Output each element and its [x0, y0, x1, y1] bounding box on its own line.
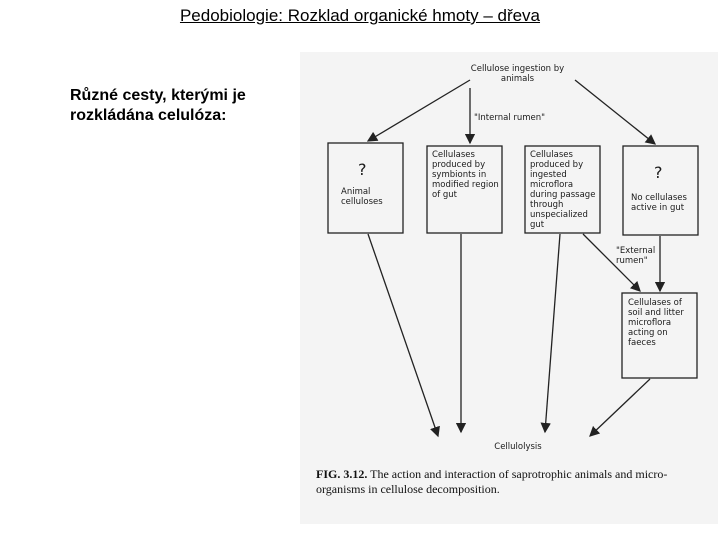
bottom-node-label: Cellulolysis	[494, 442, 542, 452]
box-no-cellulases-question-mark: ?	[654, 163, 663, 182]
caption-fig-number: FIG. 3.12.	[316, 467, 368, 481]
arrow-soil-to-cellulolysis	[590, 379, 650, 436]
box-soil-text: Cellulases of soil and litter microflora acting on faeces	[628, 298, 684, 348]
slide-title: Pedobiologie: Rozklad organické hmoty – dřeva	[179, 6, 541, 25]
figure-caption	[316, 467, 716, 497]
arrow-ingested-to-cellulolysis	[545, 234, 560, 432]
arrow-top-to-animal	[368, 80, 470, 141]
arrow-top-to-no-cellulases	[575, 80, 655, 144]
arrow-animal-to-cellulolysis	[368, 234, 438, 436]
external-rumen-label: "External rumen"	[616, 246, 656, 266]
box-animal-text: Animal celluloses	[341, 187, 383, 207]
box-no-cellulases-text: No cellulases active in gut	[631, 193, 687, 213]
box-symbiont-text: Cellulases produced by symbionts in modified region of gut	[432, 150, 499, 200]
slide-subtitle: Různé cesty, kterými je rozkládána celulóza:	[70, 87, 246, 124]
box-no-cellulases	[623, 146, 698, 235]
top-node-label: Cellulose ingestion by animals	[470, 64, 565, 84]
box-animal-question-mark: ?	[358, 160, 367, 179]
box-ingested-text: Cellulases produced by ingested microflora during passage through unspecialized gut	[530, 150, 596, 230]
internal-rumen-label: "Internal rumen"	[474, 113, 546, 123]
caption-text: The action and interaction of saprotrophic animals and micro-organisms in cellulose decomposition.	[316, 467, 668, 496]
